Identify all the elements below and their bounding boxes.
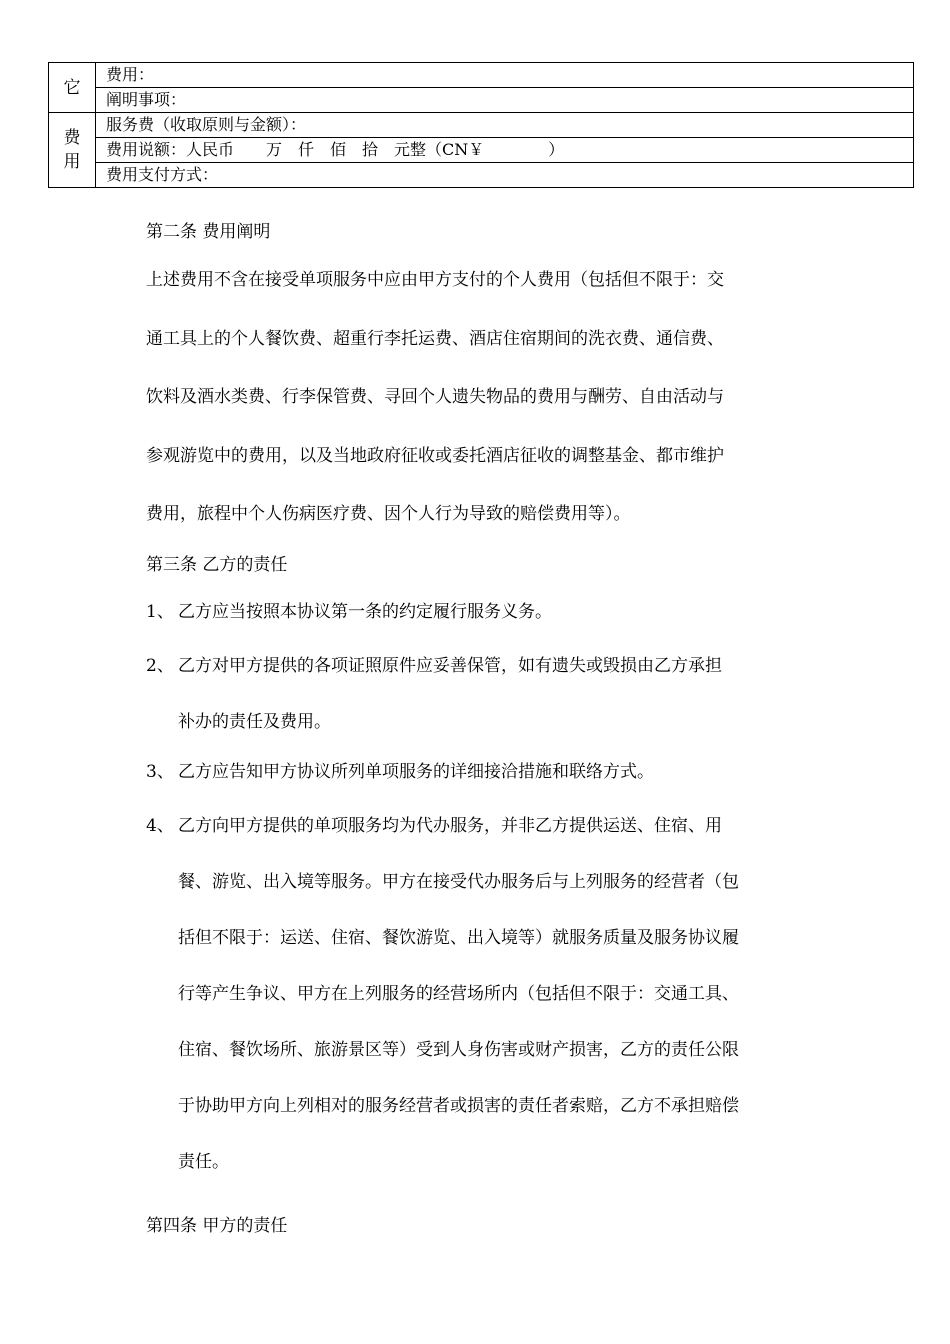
list-item <box>146 584 808 640</box>
table-cell: 阐明事项： <box>96 88 914 113</box>
list-item-line: 行等产生争议、甲方在上列服务的经营场所内（包括但不限于：交通工具、 <box>178 984 739 1004</box>
list-item <box>146 798 808 1190</box>
list-item-line: 责任。 <box>178 1152 229 1172</box>
paragraph-line: 饮料及酒水类费、行李保管费、寻回个人遗失物品的费用与酬劳、自由活动与 <box>146 387 724 407</box>
table-cell: 服务费（收取原则与金额）： <box>96 113 914 138</box>
row-header-char: 用 <box>63 152 81 172</box>
paragraph-line: 参观游览中的费用，以及当地政府征收或委托酒店征收的调整基金、都市维护 <box>146 445 724 466</box>
table-row <box>49 163 914 188</box>
table-cell: 费用说额：人民币 万 仟 佰 拾 元整（CN￥ ） <box>96 138 914 163</box>
article-2-title: 第二条 费用阐明 <box>146 222 271 242</box>
list-item-number: 1、 <box>146 602 174 622</box>
list-item-line: 乙方对甲方提供的各项证照原件应妥善保管，如有遗失或毁损由乙方承担 <box>178 656 722 676</box>
list-item <box>146 638 808 750</box>
list-item-line: 乙方向甲方提供的单项服务均为代办服务，并非乙方提供运送、住宿、用 <box>178 816 722 836</box>
paragraph-line: 上述费用不含在接受单项服务中应由甲方支付的个人费用（包括但不限于：交 <box>146 270 724 290</box>
paragraph-line: 费用，旅程中个人伤病医疗费、因个人行为导致的赔偿费用等）。 <box>146 504 631 524</box>
list-item-line: 乙方应当按照本协议第一条的约定履行服务义务。 <box>178 602 552 622</box>
paragraph-line: 通工具上的个人餐饮费、超重行李托运费、酒店住宿期间的洗衣费、通信费、 <box>146 328 724 349</box>
list-item-line: 餐、游览、出入境等服务。甲方在接受代办服务后与上列服务的经营者（包 <box>178 872 739 892</box>
table-cell: 费用支付方式： <box>96 163 914 188</box>
table-row <box>49 113 914 138</box>
list-item-line: 于协助甲方向上列相对的服务经营者或损害的责任者索赔，乙方不承担赔偿 <box>178 1096 739 1116</box>
list-item-line: 乙方应告知甲方协议所列单项服务的详细接洽措施和联络方式。 <box>178 762 654 782</box>
row-header-fee <box>49 113 96 188</box>
list-item-line: 住宿、餐饮场所、旅游景区等）受到人身伤害或财产损害，乙方的责任公限 <box>178 1040 739 1060</box>
list-item-number: 4、 <box>146 816 174 836</box>
list-item-line: 括但不限于：运送、住宿、餐饮游览、出入境等）就服务质量及服务协议履 <box>178 928 739 948</box>
list-item-line: 补办的责任及费用。 <box>178 712 331 732</box>
list-item <box>146 744 808 800</box>
fee-table <box>48 62 914 188</box>
row-header-other: 它 <box>49 63 96 113</box>
row-header-char: 费 <box>63 128 81 148</box>
table-row <box>49 88 914 113</box>
article-2-body <box>146 251 808 544</box>
list-item-number: 2、 <box>146 656 174 676</box>
article-3-title: 第三条 乙方的责任 <box>146 555 288 575</box>
list-item-number: 3、 <box>146 762 174 782</box>
table-row <box>49 63 914 88</box>
table-cell: 费用： <box>96 63 914 88</box>
table-row <box>49 138 914 163</box>
article-4-title: 第四条 甲方的责任 <box>146 1216 288 1236</box>
